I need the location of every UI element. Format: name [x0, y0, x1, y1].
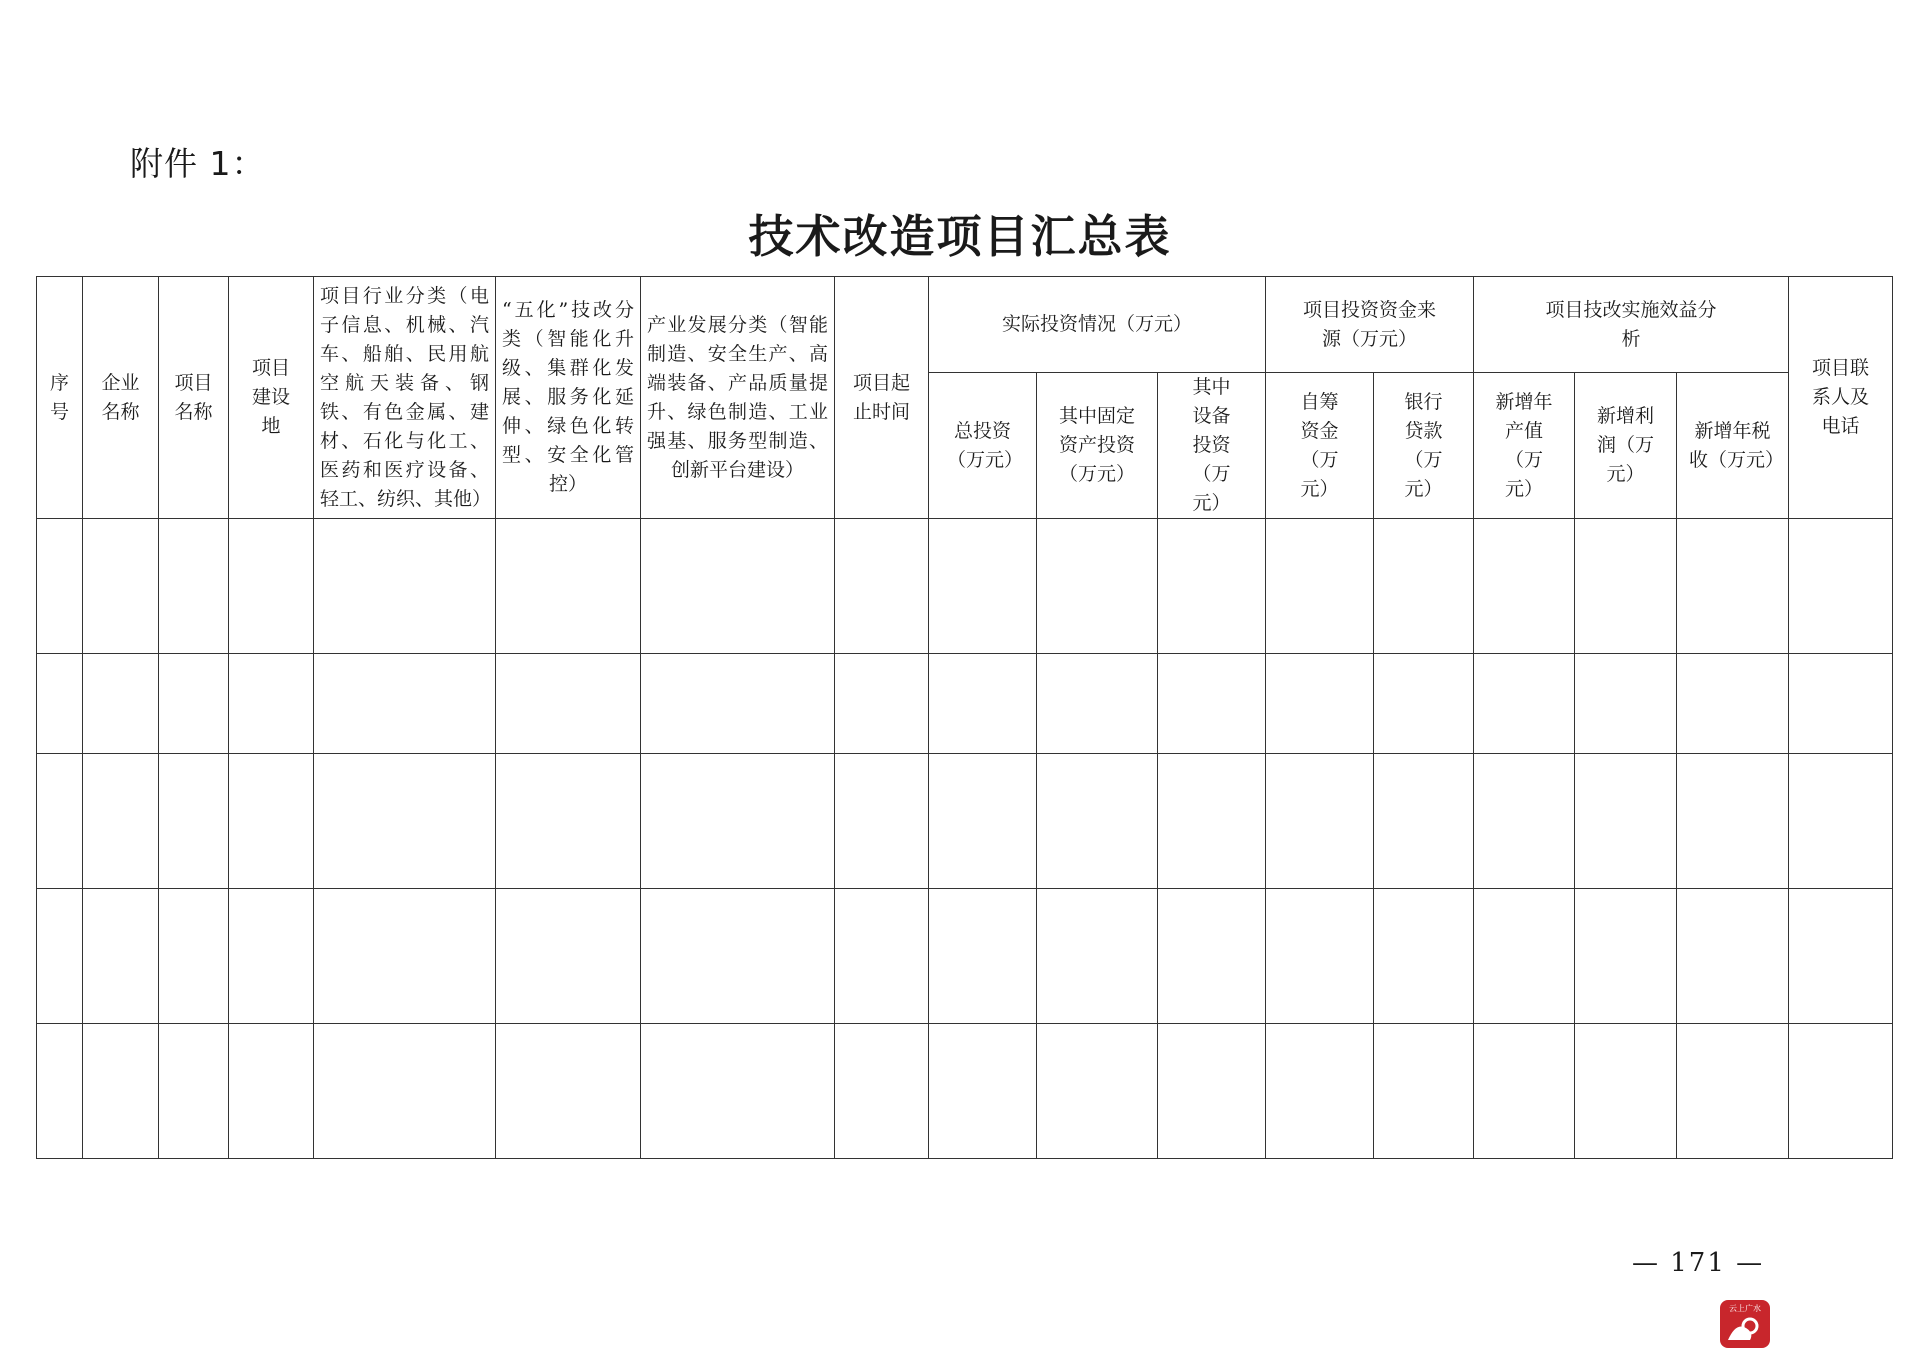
col-project-name: 项目名称 [159, 277, 229, 519]
col-contact: 项目联系人及电话 [1789, 277, 1893, 519]
table-cell[interactable] [1677, 754, 1789, 889]
table-cell[interactable] [1158, 519, 1266, 654]
table-cell[interactable] [1575, 754, 1677, 889]
col-new-tax: 新增年税收（万元） [1677, 373, 1789, 519]
table-cell[interactable] [1575, 1024, 1677, 1159]
table-cell[interactable] [929, 519, 1037, 654]
table-cell[interactable] [229, 1024, 314, 1159]
table-cell[interactable] [1474, 889, 1575, 1024]
table-cell[interactable] [1474, 754, 1575, 889]
table-cell[interactable] [314, 654, 496, 754]
col-new-output: 新增年产值（万元） [1474, 373, 1575, 519]
table-row [37, 889, 1893, 1024]
table-cell[interactable] [835, 889, 929, 1024]
table-cell[interactable] [1158, 654, 1266, 754]
table-cell[interactable] [1789, 754, 1893, 889]
table-cell[interactable] [835, 754, 929, 889]
table-cell[interactable] [835, 1024, 929, 1159]
table-cell[interactable] [37, 754, 83, 889]
table-cell[interactable] [1037, 889, 1158, 1024]
table-cell[interactable] [496, 519, 641, 654]
logo-text: 云上广水 [1729, 1304, 1761, 1313]
header-row-1 [37, 277, 1893, 373]
col-wuhua: “五化”技改分类（智能化升级、集群化发展、服务化延伸、绿色化转型、安全化管控） [496, 277, 641, 519]
table-cell[interactable] [1374, 889, 1474, 1024]
table-cell[interactable] [1374, 1024, 1474, 1159]
table-cell[interactable] [929, 754, 1037, 889]
table-cell[interactable] [314, 1024, 496, 1159]
table-cell[interactable] [1474, 519, 1575, 654]
table-cell[interactable] [1037, 519, 1158, 654]
table-cell[interactable] [1158, 1024, 1266, 1159]
table-cell[interactable] [229, 654, 314, 754]
table-cell[interactable] [159, 1024, 229, 1159]
table-row [37, 654, 1893, 754]
table-cell[interactable] [1575, 889, 1677, 1024]
table-cell[interactable] [1677, 1024, 1789, 1159]
col-new-profit: 新增利润（万元） [1575, 373, 1677, 519]
table-cell[interactable] [83, 754, 159, 889]
col-industry: 项目行业分类（电子信息、机械、汽车、船舶、民用航空航天装备、钢铁、有色金属、建材、石化与化工、医药和医疗设备、轻工、纺织、其他） [314, 277, 496, 519]
table-cell[interactable] [1789, 1024, 1893, 1159]
table-cell[interactable] [496, 889, 641, 1024]
table-cell[interactable] [1474, 1024, 1575, 1159]
table-cell[interactable] [1789, 889, 1893, 1024]
table-cell[interactable] [1374, 754, 1474, 889]
table-cell[interactable] [496, 1024, 641, 1159]
table-cell[interactable] [314, 754, 496, 889]
table-cell[interactable] [641, 754, 835, 889]
table-cell[interactable] [835, 654, 929, 754]
table-cell[interactable] [929, 889, 1037, 1024]
table-cell[interactable] [1374, 654, 1474, 754]
table-cell[interactable] [1374, 519, 1474, 654]
app-logo [1720, 1300, 1770, 1348]
table-cell[interactable] [1158, 889, 1266, 1024]
table-cell[interactable] [83, 654, 159, 754]
col-period: 项目起止时间 [835, 277, 929, 519]
table-cell[interactable] [159, 654, 229, 754]
table-cell[interactable] [641, 889, 835, 1024]
col-benefit: 项目技改实施效益分析 [1474, 277, 1789, 373]
table-cell[interactable] [1266, 889, 1374, 1024]
table-cell[interactable] [159, 519, 229, 654]
table-cell[interactable] [83, 1024, 159, 1159]
table-cell[interactable] [37, 1024, 83, 1159]
table-cell[interactable] [929, 654, 1037, 754]
table-cell[interactable] [1266, 654, 1374, 754]
table-cell[interactable] [929, 1024, 1037, 1159]
col-fixed-asset: 其中固定资产投资（万元） [1037, 373, 1158, 519]
table-cell[interactable] [37, 519, 83, 654]
table-cell[interactable] [1677, 519, 1789, 654]
table-row [37, 1024, 1893, 1159]
table-cell[interactable] [835, 519, 929, 654]
table-cell[interactable] [314, 519, 496, 654]
table-cell[interactable] [314, 889, 496, 1024]
col-company: 企业名称 [83, 277, 159, 519]
table-cell[interactable] [1037, 1024, 1158, 1159]
summary-table [36, 276, 1893, 1159]
col-actual-invest: 实际投资情况（万元） [929, 277, 1266, 373]
table-cell[interactable] [641, 654, 835, 754]
table-cell[interactable] [1266, 519, 1374, 654]
table-cell[interactable] [496, 754, 641, 889]
attachment-label: 附件 1： [130, 144, 266, 183]
table-cell[interactable] [1789, 519, 1893, 654]
col-development: 产业发展分类（智能制造、安全生产、高端装备、产品质量提升、绿色制造、工业强基、服务型制造、创新平台建设） [641, 277, 835, 519]
col-fund-source: 项目投资资金来源（万元） [1266, 277, 1474, 373]
table-cell[interactable] [1677, 654, 1789, 754]
table-cell[interactable] [83, 889, 159, 1024]
page-number: — 171 — [1632, 1248, 1765, 1278]
table-cell[interactable] [1474, 654, 1575, 754]
table-cell[interactable] [1677, 889, 1789, 1024]
table-cell[interactable] [83, 519, 159, 654]
table-cell[interactable] [641, 519, 835, 654]
col-total-invest: 总投资（万元） [929, 373, 1037, 519]
table-cell[interactable] [641, 1024, 835, 1159]
col-location: 项目建设地 [229, 277, 314, 519]
table-cell[interactable] [1037, 654, 1158, 754]
page-title: 技术改造项目汇总表 [748, 210, 1172, 263]
col-seq: 序号 [37, 277, 83, 519]
table-cell[interactable] [229, 754, 314, 889]
table-cell[interactable] [37, 654, 83, 754]
table-cell[interactable] [496, 654, 641, 754]
col-bank-loan: 银行贷款（万元） [1374, 373, 1474, 519]
table-row [37, 519, 1893, 654]
table-cell[interactable] [37, 889, 83, 1024]
table-cell[interactable] [1789, 654, 1893, 754]
table-cell[interactable] [1575, 519, 1677, 654]
col-self-raised: 自筹资金（万元） [1266, 373, 1374, 519]
table-cell[interactable] [1037, 754, 1158, 889]
table-cell[interactable] [229, 889, 314, 1024]
table-cell[interactable] [159, 754, 229, 889]
table-cell[interactable] [1266, 1024, 1374, 1159]
wave-icon [1720, 1300, 1770, 1348]
table-cell[interactable] [1575, 654, 1677, 754]
table-cell[interactable] [159, 889, 229, 1024]
table-cell[interactable] [1266, 754, 1374, 889]
table-cell[interactable] [1158, 754, 1266, 889]
col-equipment: 其中设备投资（万元） [1158, 373, 1266, 519]
table-cell[interactable] [229, 519, 314, 654]
table-row [37, 754, 1893, 889]
